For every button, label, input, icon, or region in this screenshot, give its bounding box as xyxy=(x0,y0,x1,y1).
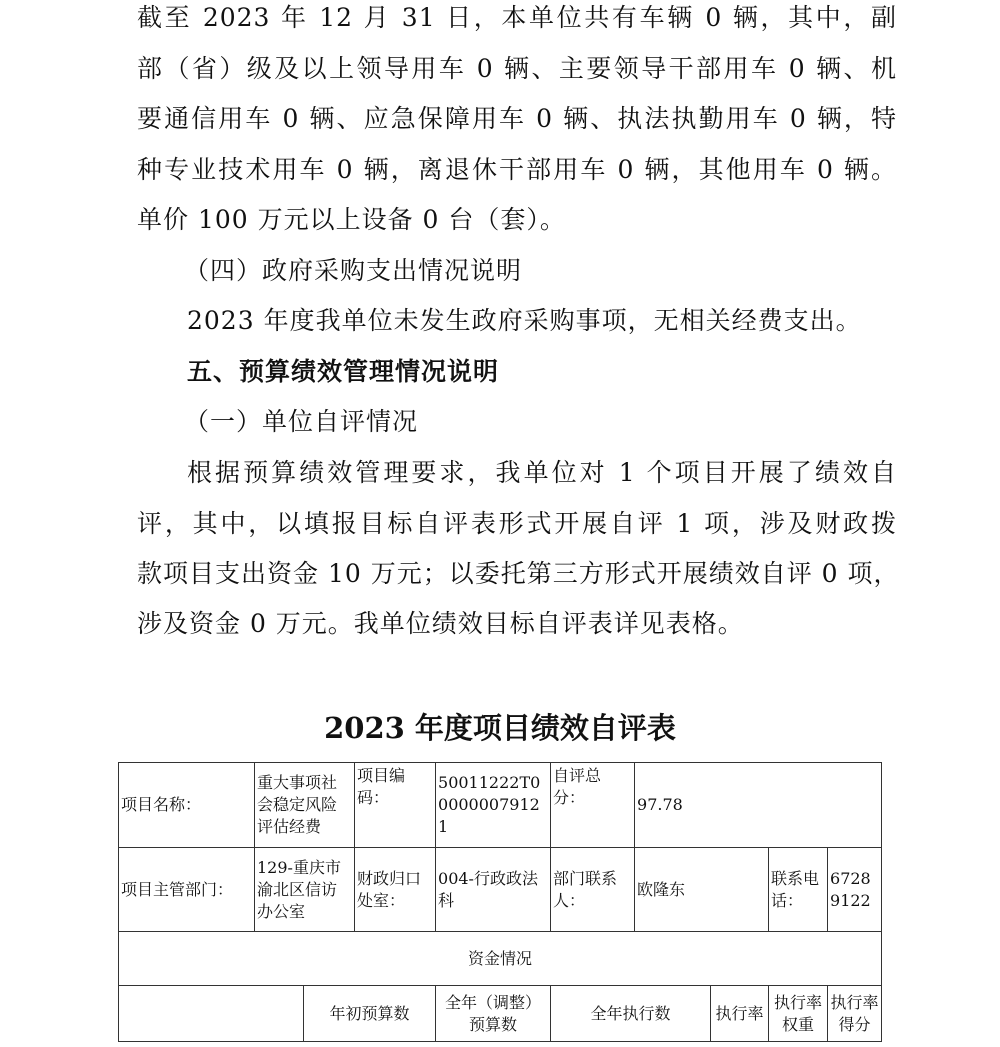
phone-label: 联系电话： xyxy=(769,848,828,932)
self-score-label: 自评总分： xyxy=(551,763,635,848)
contact-person-value: 欧隆东 xyxy=(635,848,769,932)
department-value: 129-重庆市渝北区信访办公室 xyxy=(255,848,355,932)
project-code-label: 项目编码： xyxy=(355,763,436,848)
col-initial-budget: 年初预算数 xyxy=(304,986,436,1042)
project-name-label: 项目名称： xyxy=(119,763,255,848)
paragraph-evaluation-line-2: 评，其中，以填报目标自评表形式开展自评 1 项，涉及财政拨 xyxy=(137,509,897,538)
col-execution-rate: 执行率 xyxy=(711,986,769,1042)
funds-blank-cell xyxy=(119,986,304,1042)
col-annual-budget: 全年（调整）预算数 xyxy=(436,986,551,1042)
self-score-value: 97.78 xyxy=(635,763,882,848)
paragraph-evaluation-line-4: 涉及资金 0 万元。我单位绩效目标自评表详见表格。 xyxy=(137,609,744,638)
col-execution-score: 执行率得分 xyxy=(828,986,882,1042)
performance-evaluation-table xyxy=(118,762,882,1042)
table-title: 2023 年度项目绩效自评表 xyxy=(324,711,676,745)
funds-section-header: 资金情况 xyxy=(119,932,882,986)
finance-office-value: 004-行政政法科 xyxy=(436,848,551,932)
table-row-funds-header xyxy=(119,932,882,986)
heading-self-evaluation: （一）单位自评情况 xyxy=(184,407,419,436)
table-row-funds-columns xyxy=(119,986,882,1042)
project-name-value: 重大事项社会稳定风险评估经费 xyxy=(255,763,355,848)
col-annual-execution: 全年执行数 xyxy=(551,986,711,1042)
paragraph-vehicles-line-5: 单价 100 万元以上设备 0 台（套）。 xyxy=(137,205,566,234)
col-execution-weight: 执行率权重 xyxy=(769,986,828,1042)
paragraph-vehicles-line-1: 截至 2023 年 12 月 31 日，本单位共有车辆 0 辆，其中，副 xyxy=(137,3,897,32)
heading-budget-performance: 五、预算绩效管理情况说明 xyxy=(187,357,500,386)
heading-procurement: （四）政府采购支出情况说明 xyxy=(184,256,523,285)
table-row-department xyxy=(119,848,882,932)
paragraph-vehicles-line-2: 部（省）级及以上领导用车 0 辆、主要领导干部用车 0 辆、机 xyxy=(137,54,897,83)
phone-value: 67289122 xyxy=(828,848,882,932)
contact-person-label: 部门联系人： xyxy=(551,848,635,932)
table-row-project xyxy=(119,763,882,848)
department-label: 项目主管部门： xyxy=(119,848,255,932)
finance-office-label: 财政归口处室： xyxy=(355,848,436,932)
paragraph-vehicles-line-4: 种专业技术用车 0 辆，离退休干部用车 0 辆，其他用车 0 辆。 xyxy=(137,155,897,184)
paragraph-evaluation-line-3: 款项目支出资金 10 万元；以委托第三方形式开展绩效自评 0 项， xyxy=(137,559,900,588)
paragraph-procurement: 2023 年度我单位未发生政府采购事项，无相关经费支出。 xyxy=(187,306,862,335)
paragraph-evaluation-line-1: 根据预算绩效管理要求，我单位对 1 个项目开展了绩效自 xyxy=(187,458,897,487)
project-code-value: 50011222T000000079121 xyxy=(436,763,551,848)
paragraph-vehicles-line-3: 要通信用车 0 辆、应急保障用车 0 辆、执法执勤用车 0 辆，特 xyxy=(137,104,897,133)
